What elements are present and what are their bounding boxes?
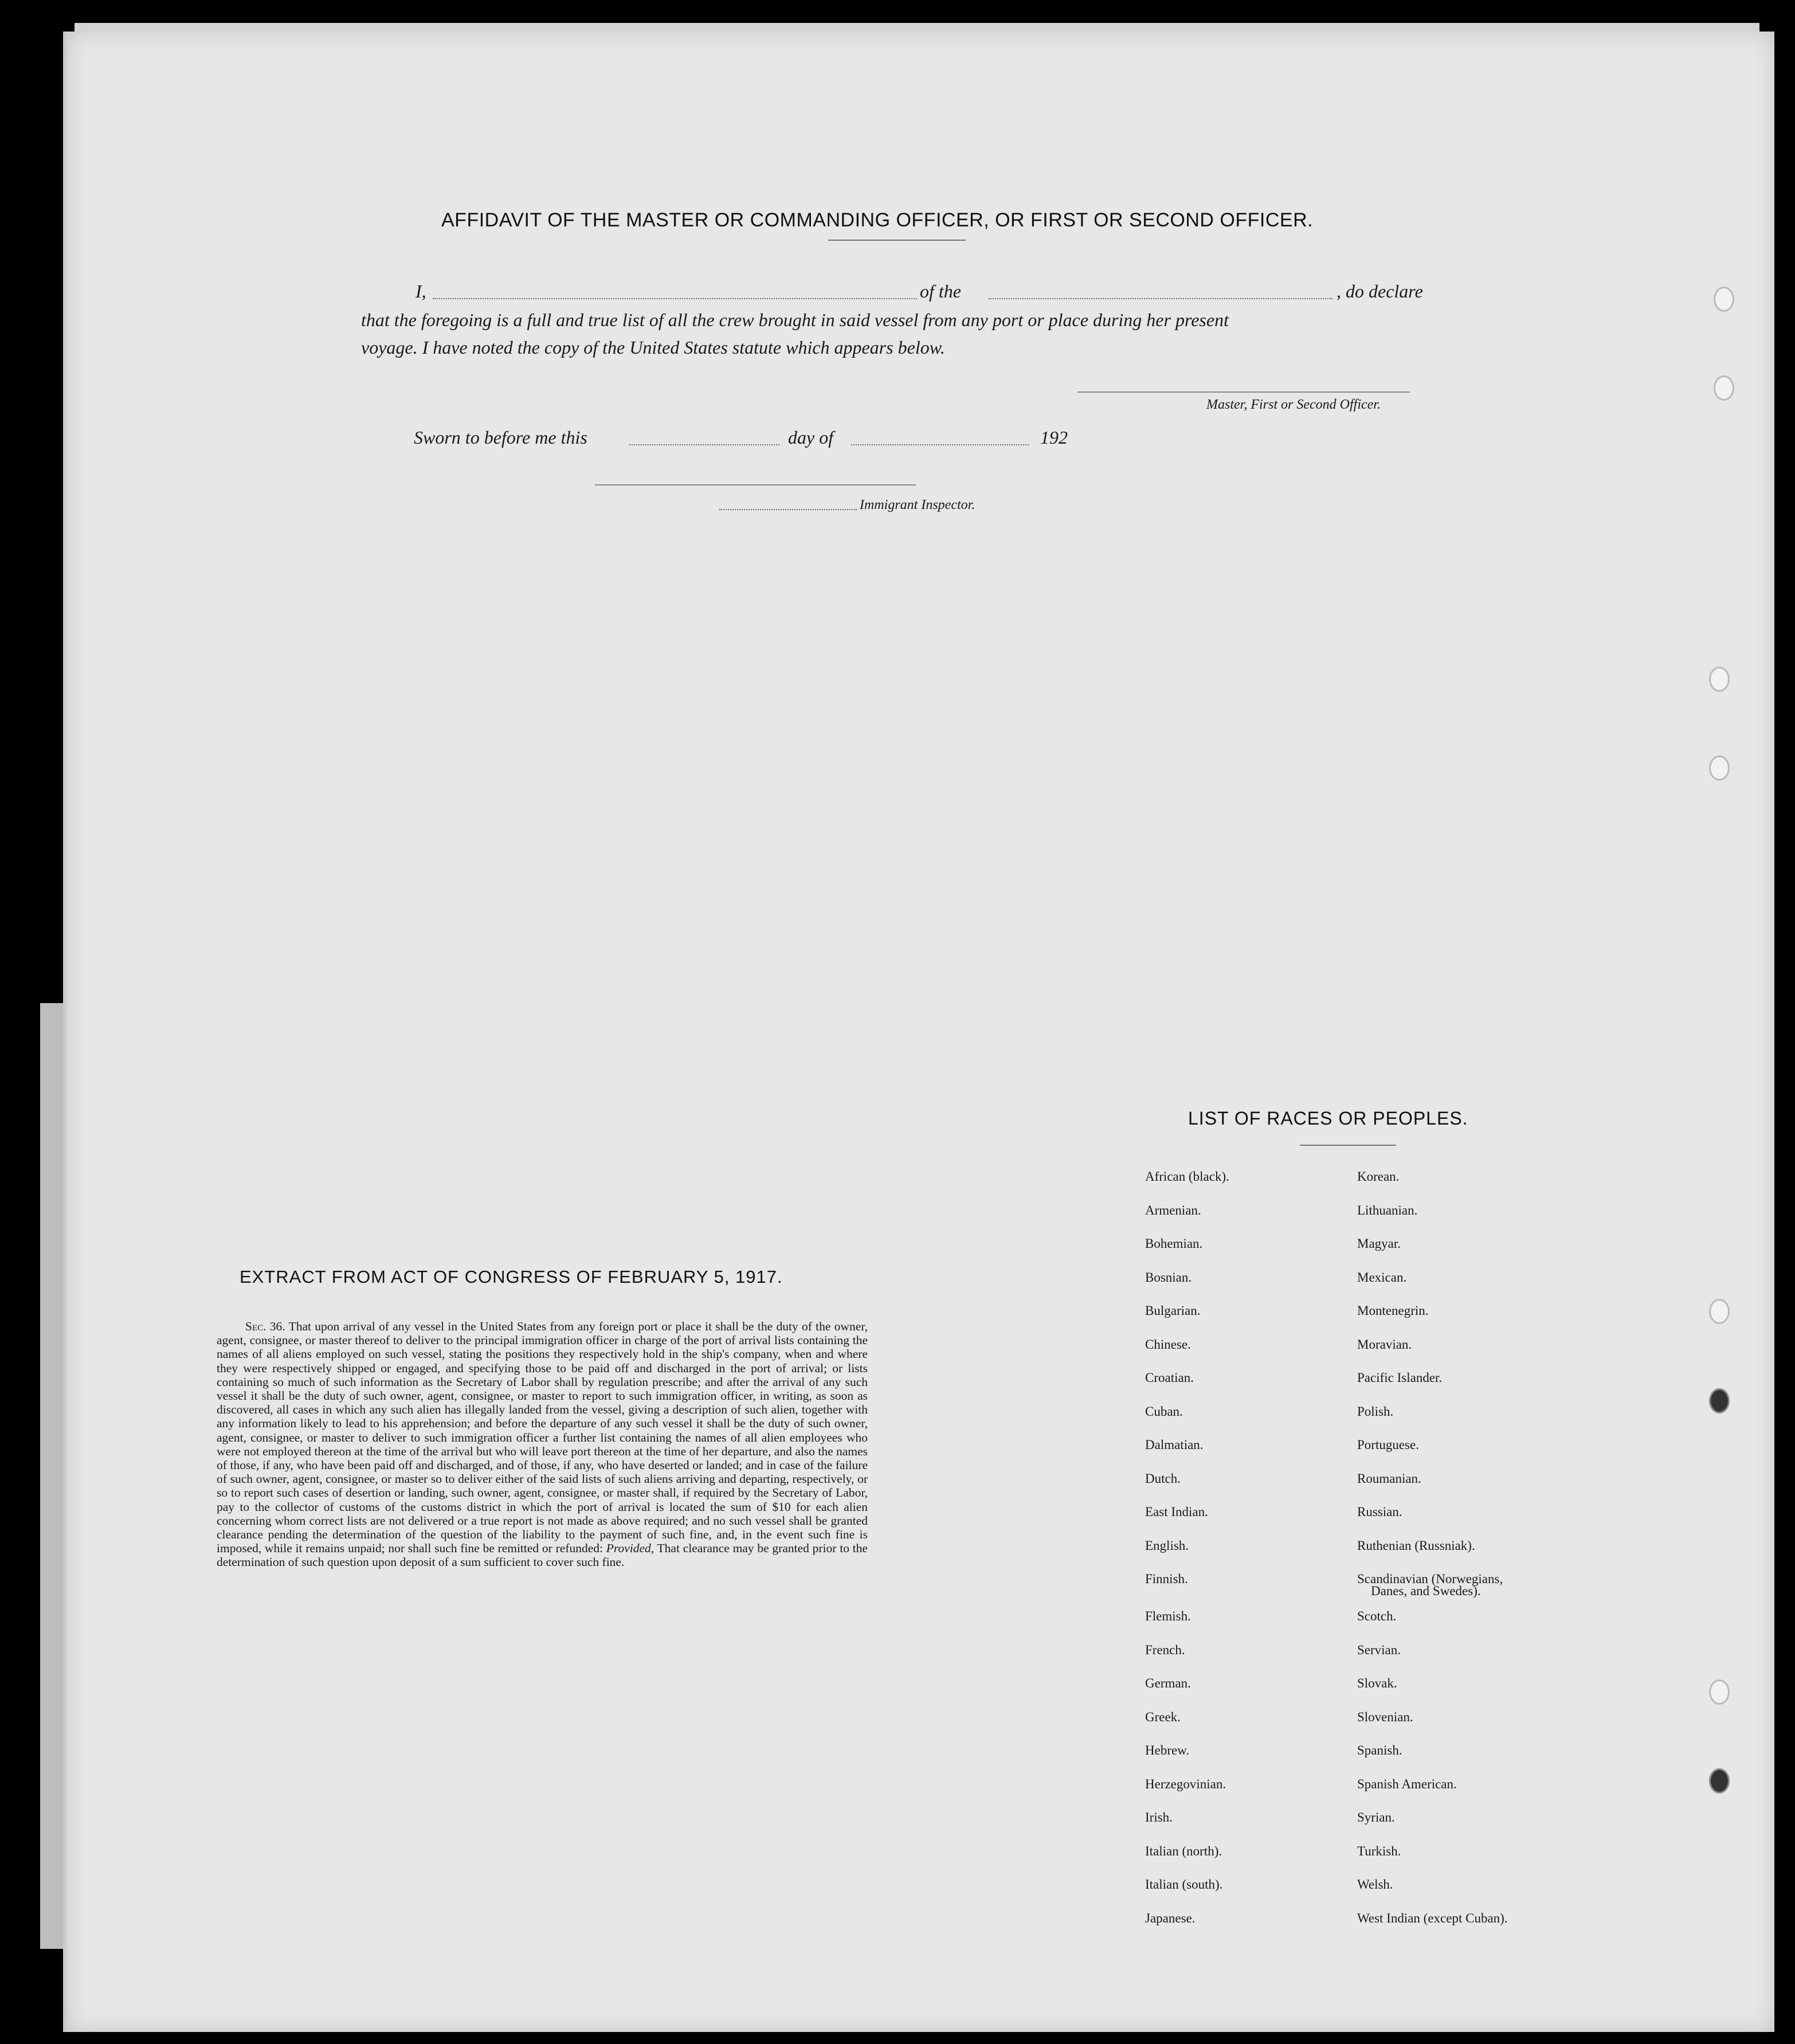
binder-hole — [1709, 1388, 1730, 1413]
affidavit-title: AFFIDAVIT OF THE MASTER OR COMMANDING OFFICER, OR FIRST OR SECOND OFFICER. — [441, 209, 1314, 231]
extract-body — [217, 1319, 868, 1569]
inspector-dot-line — [719, 509, 857, 510]
left-race-item: Irish. — [1145, 1810, 1173, 1824]
left-race-item: Flemish. — [1145, 1609, 1191, 1623]
right-race-item: Servian. — [1357, 1643, 1401, 1657]
right-race-item: Slovenian. — [1357, 1710, 1413, 1724]
right-race-item: Welsh. — [1357, 1877, 1393, 1892]
right-race-item: Russian. — [1357, 1505, 1402, 1519]
provided-label: Provided, — [606, 1541, 654, 1556]
year-text: 192 — [1040, 427, 1068, 448]
right-race-item: Spanish. — [1357, 1743, 1402, 1757]
left-race-item: Italian (south). — [1145, 1877, 1223, 1892]
right-race-item: Portuguese. — [1357, 1438, 1419, 1452]
right-race-item: Spanish American. — [1357, 1777, 1457, 1791]
affidavit-declare: , do declare — [1337, 281, 1423, 301]
affidavit-line-3: voyage. I have noted the copy of the United States statute which appears below. — [361, 337, 945, 358]
sworn-text: Sworn to before me this — [414, 427, 587, 448]
races-title-rule — [1300, 1145, 1396, 1146]
right-race-item: Scotch. — [1357, 1609, 1397, 1623]
vessel-field-line — [989, 298, 1332, 299]
races-title: LIST OF RACES OR PEOPLES. — [1188, 1108, 1468, 1129]
extract-title: EXTRACT FROM ACT OF CONGRESS OF FEBRUARY 5, 1917. — [240, 1267, 783, 1287]
right-race-item: Polish. — [1357, 1404, 1394, 1419]
right-race-item: Mexican. — [1357, 1270, 1407, 1285]
day-field-line — [629, 444, 779, 445]
left-race-item: Bohemian. — [1145, 1236, 1203, 1251]
left-race-item: English. — [1145, 1538, 1189, 1553]
left-race-item: Bulgarian. — [1145, 1303, 1201, 1318]
section-label: Sec. 36. — [245, 1319, 285, 1333]
left-race-item: Dalmatian. — [1145, 1438, 1204, 1452]
month-field-line — [851, 444, 1029, 445]
inspector-signature-line — [595, 484, 916, 485]
name-field-line — [433, 298, 917, 299]
left-race-item: East Indian. — [1145, 1505, 1208, 1519]
affidavit-line-2: that the foregoing is a full and true list of all the crew brought in said vessel from any port or place during her present — [361, 310, 1229, 330]
right-race-item: Magyar. — [1357, 1236, 1401, 1251]
left-race-item: Japanese. — [1145, 1911, 1196, 1925]
right-race-item: Turkish. — [1357, 1844, 1401, 1858]
left-race-item: Cuban. — [1145, 1404, 1183, 1419]
day-of-text: day of — [788, 427, 834, 448]
document-page — [63, 32, 1774, 2032]
right-race-item: Ruthenian (Russniak). — [1357, 1538, 1475, 1553]
affidavit-of-the: of the — [920, 281, 961, 301]
extract-text-end: That clearance may be granted prior to the determination of such question upon deposit of a sum sufficient to cover such fine. — [217, 1541, 868, 1569]
master-caption: Master, First or Second Officer. — [1206, 397, 1381, 412]
left-race-item: Dutch. — [1145, 1471, 1181, 1486]
binder-hole — [1714, 375, 1734, 401]
left-race-item: Chinese. — [1145, 1337, 1191, 1352]
binder-hole — [1709, 1679, 1730, 1705]
master-signature-line — [1077, 391, 1410, 393]
left-race-item: French. — [1145, 1643, 1185, 1657]
right-race-item: Lithuanian. — [1357, 1203, 1418, 1217]
binder-hole — [1709, 1768, 1730, 1794]
left-race-item: Finnish. — [1145, 1572, 1188, 1586]
binder-hole — [1709, 1299, 1730, 1324]
right-race-item: Montenegrin. — [1357, 1303, 1429, 1318]
race-scandinavian-continued: Danes, and Swedes). — [1371, 1584, 1481, 1598]
left-race-item: Croatian. — [1145, 1371, 1194, 1385]
left-race-item: African (black). — [1145, 1169, 1229, 1184]
title-rule — [828, 240, 966, 241]
right-race-item: Slovak. — [1357, 1676, 1397, 1690]
binder-hole — [1714, 287, 1734, 312]
extract-text: That upon arrival of any vessel in the United States from any foreign port or place it shall be the duty of the owner, agent, consignee, or master thereof to deliver to the principal immigration officer in charge of the port of arrival lists containing the names of all aliens employed on such vessel, stating the positions they respectively hold in the ship's company, when and where they were respectively shipped or engaged, and specifying those to be paid off and discharged in the port of arrival; or lists containing so much of such information as the Secretary of Labor shall by regulation prescribe; and after the arrival of any such vessel it shall be the duty of such owner, agent, consignee, or master to report to such immigration officer, in writing, as soon as discovered, all cases in which any such alien has illegally landed from the vessel, giving a description of such alien, together with any information likely to lead to his apprehension; and before the departure of any such vessel it shall be the duty of such owner, agent, consignee, or master to deliver to such immigration officer a further list containing the names of all alien employees who were not employed thereon at the time of the arrival but who will leave port thereon at the time of her departure, and also the names of those, if any, who have been paid off and discharged, and of those, if any, who have deserted or landed; and in case of the failure of such owner, agent, consignee, or master so to deliver either of the said lists of such aliens arriving and departing, respectively, or so to report such cases of desertion or landing, such owner, agent, consignee, or master shall, if required by the Secretary of Labor, pay to the collector of customs of the customs district in which the port of arrival is located the sum of $10 for each alien concerning whom correct lists are not delivered or a true report is not made as above required; and no such vessel shall be granted clearance pending the determination of the question of the liability to the payment of such fine, and, in the event such fine is imposed, while it remains unpaid; nor shall such fine be remitted or refunded: — [217, 1319, 868, 1556]
binder-hole — [1709, 667, 1730, 692]
binder-hole — [1709, 755, 1730, 781]
left-race-item: German. — [1145, 1676, 1191, 1690]
right-race-item: Korean. — [1357, 1169, 1400, 1184]
left-race-item: Hebrew. — [1145, 1743, 1190, 1757]
right-race-item: West Indian (except Cuban). — [1357, 1911, 1508, 1925]
right-race-item: Pacific Islander. — [1357, 1371, 1443, 1385]
left-race-item: Greek. — [1145, 1710, 1181, 1724]
inspector-caption: Immigrant Inspector. — [860, 498, 975, 512]
left-race-item: Herzegovinian. — [1145, 1777, 1226, 1791]
left-race-item: Bosnian. — [1145, 1270, 1192, 1285]
affidavit-i: I, — [416, 281, 426, 301]
right-race-item: Moravian. — [1357, 1337, 1412, 1352]
right-race-item: Syrian. — [1357, 1810, 1395, 1824]
right-race-item: Scandinavian (Norwegians, — [1357, 1572, 1503, 1586]
left-race-item: Armenian. — [1145, 1203, 1201, 1217]
left-race-item: Italian (north). — [1145, 1844, 1222, 1858]
right-race-item: Roumanian. — [1357, 1471, 1421, 1486]
